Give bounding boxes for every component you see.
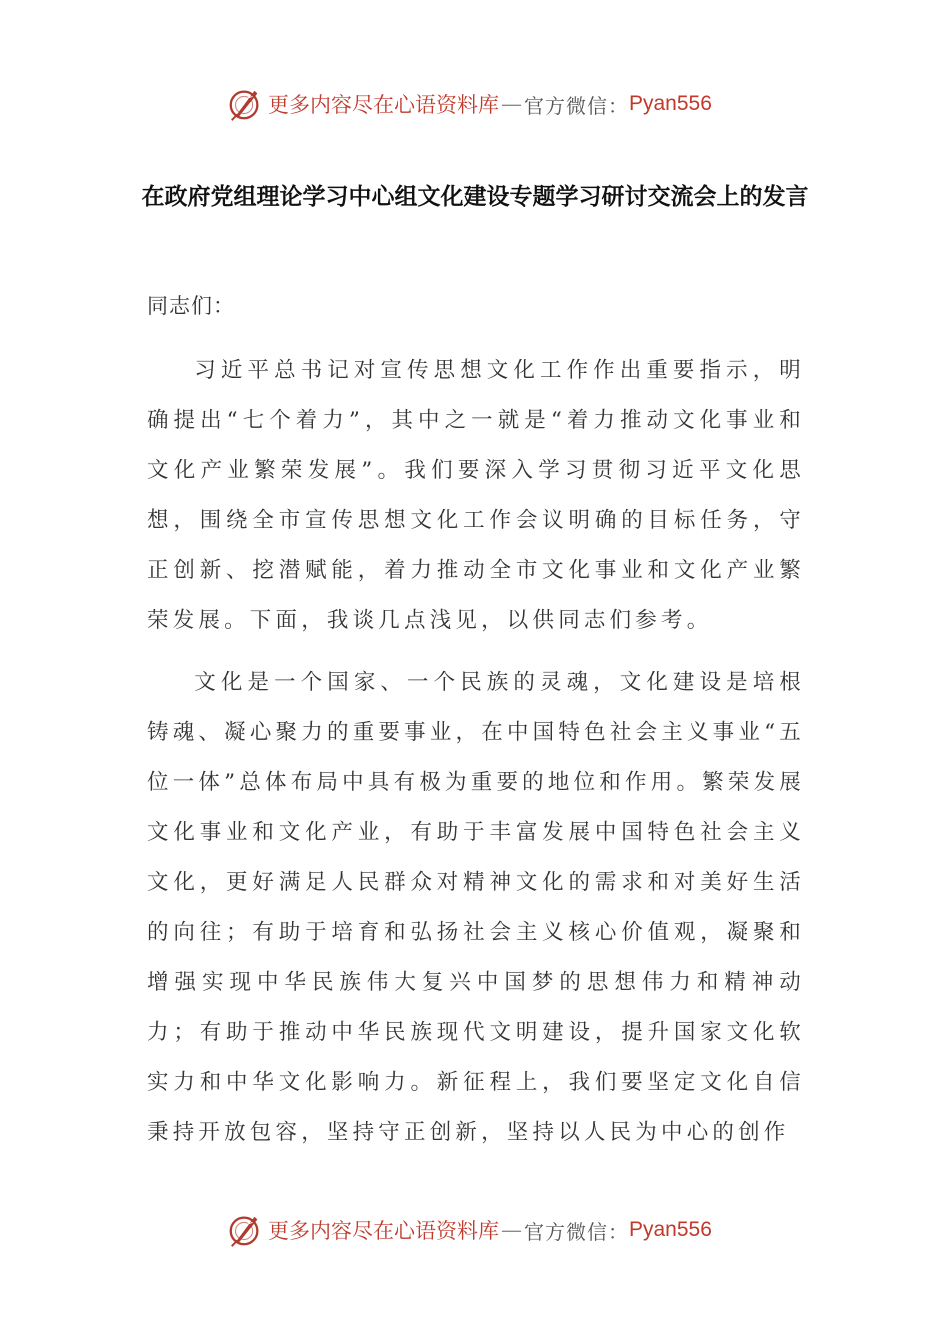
document-title: 在政府党组理论学习中心组文化建设专题学习研讨交流会上的发言 <box>141 184 809 210</box>
footer-banner <box>226 1210 712 1250</box>
header-banner <box>226 84 712 124</box>
wechat-label: 官方微信： <box>524 93 629 118</box>
salutation: 同志们： <box>147 294 235 318</box>
paragraph-2: 文化是一个国家、一个民族的灵魂，文化建设是培根铸魂、凝心聚力的重要事业，在中国特色社会主义事业“五位一体”总体布局中具有极为重要的地位和作用。繁荣发展文化事业和文化产业，有助于丰富发展中国特色社会主义文化，更好满足人民群众对精神文化的需求和对美好生活的向往；有助于培育和弘扬社会主义核心价值观，凝聚和增强实现中华民族伟大复兴中国梦的思想伟力和精神动力；有助于推动中华民族现代文明建设，提升国家文化软实力和中华文化影响力。新征程上，我们要坚定文化自信秉持开放包容，坚持守正创新，坚持以人民为中心的创作 <box>147 670 805 1145</box>
wechat-id: Pyan556 <box>629 1218 712 1241</box>
site-name: 更多内容尽在心语资料库 <box>268 93 499 117</box>
quill-pen-logo-icon <box>226 85 264 123</box>
wechat-id: Pyan556 <box>629 92 712 115</box>
paragraph-1: 习近平总书记对宣传思想文化工作作出重要指示，明确提出“七个着力”，其中之一就是“着力推动文化事业和文化产业繁荣发展”。我们要深入学习贯彻习近平文化思想，围绕全市宣传思想文化工作会议明确的目标任务，守正创新、挖潜赋能，着力推动全市文化事业和文化产业繁荣发展。下面，我谈几点浅见，以供同志们参考。 <box>147 358 805 633</box>
site-name: 更多内容尽在心语资料库 <box>268 1219 499 1243</box>
banner-separator: — <box>501 1218 522 1242</box>
document-body <box>147 346 805 1170</box>
quill-pen-logo-icon <box>226 1211 264 1249</box>
banner-separator: — <box>501 92 522 116</box>
wechat-label: 官方微信： <box>524 1219 629 1244</box>
